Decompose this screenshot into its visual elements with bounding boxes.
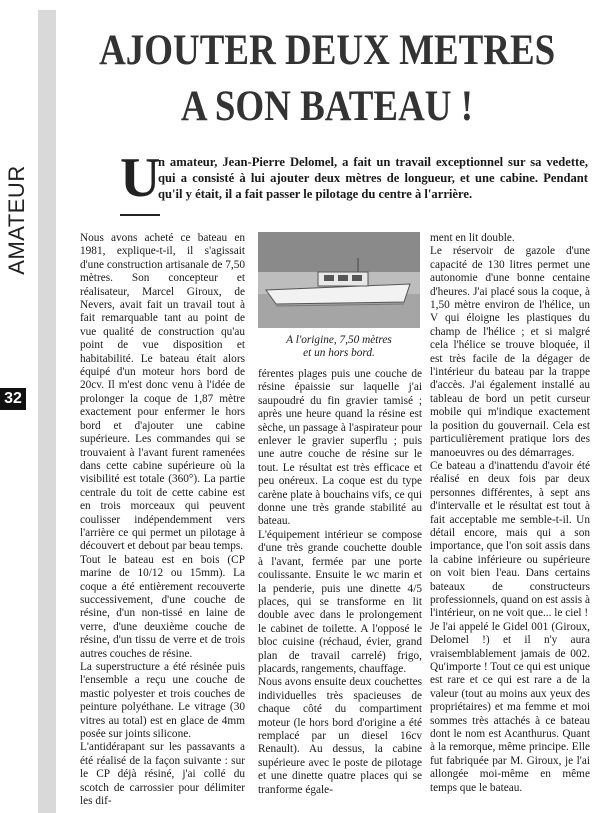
paragraph: Le réservoir de gazole d'une capacité de 130 litres permet une autonomie d'une bonne centaine d'heures. J'ai placé sous la coque, à 1,50 mètre environ de l'hélice, un V qui éloigne les plastiques du champ de l'hélice ; et si malgré cela l'hélice se trouve bloquée, il est très facile de la dégager de l'intérieur du bateau par la trappe d'accès. J'ai également installé au tableau de bord un petit curseur mobile qui m'indique exactement la position du gouvernail. Cela est particulièrement pratique lors des manoeuvres ou des démarrages. — [430, 245, 590, 459]
standfirst — [120, 147, 592, 222]
section-label-text: AMATEUR — [4, 165, 29, 275]
standfirst-text: n amateur, Jean-Pierre Delomel, a fait un travail exceptionnel sur sa vedette, qui a consisté à lui ajouter deux mètres de longueur, et une cabine. Pendant qu'il y était, il a fait passer le pilotage du centre à l'arrière. — [158, 155, 588, 201]
headline-line-2: A SON BATEAU ! — [180, 83, 474, 130]
paragraph: Ce bateau a d'inattendu d'avoir été réalisé en deux fois par deux personnes différentes, à sept ans d'intervalle et le résultat est tout à fait acceptable me semble-t-il. Un détail encore, mais qui a son importance, que l'on soit assis dans la cabine inférieure ou supérieure on voit bien l'eau. Dans certains bateaux de constructeurs professionnels, quand on est assis à l'intérieur, on ne voit que... le ciel ! — [430, 459, 591, 620]
paragraph: L'antidérapant sur les passavants a été réalisé de la façon suivante : sur le CP déjà résiné, j'ai collé du scotch de carrossier pour délimiter les dif- — [80, 741, 245, 808]
paragraph: Je l'ai appelé le Gidel 001 (Giroux, Delomel !) et il n'y aura vraisemblablement jamais de 002. Qu'importe ! Tout ce qui est unique est rare et ce qui est rare a de la valeur (tout au moins aux yeux des propriétaires) et ma femme et moi sommes très attachés à ce bateau dont le nom est Acanthurus. Quant à la remorque, même principe. Elle fut fabriquée par M. Giroux, je l'ai allongée moi-même en même temps que le bateau. — [430, 620, 590, 794]
paragraph: férentes plages puis une couche de résine épaissie sur laquelle j'ai saupoudré du fin gravier tamisé ; après une heure quand la résine est sèche, un passage à l'aspirateur pour enlever le gravier superflu ; puis une autre couche de résine sur le tout. Le résultat est très efficace et peu onéreux. La coque est du type carène plate à bouchains vifs, ce qui donne une très grande stabilité au bateau. — [258, 368, 422, 528]
boat-photo-illustration — [258, 232, 420, 328]
paragraph: La superstructure a été résinée puis l'ensemble a reçu une couche de mastic polyester et trois couches de peinture polyéthane. Le vitrage (30 vitres au total) est en glace de 4mm posée sur joints silicone. — [80, 661, 245, 741]
article-column-1 — [80, 232, 245, 808]
sidebar-bar — [38, 10, 56, 813]
paragraph: Nous avons ensuite deux couchettes individuelles très spacieuses de chaque côté du compartiment moteur (le hors bord d'origine a été remplacé par un diesel 16cv Renault). Au dessus, la cabine supérieure avec le poste de pilotage et une dinette quatre places qui se tranforme égale- — [258, 676, 422, 796]
boat-photo — [258, 232, 420, 328]
paragraph: Tout le bateau est en bois (CP marine de 10/12 ou 15mm). La coque a été entièrement recouverte successivement, d'une couche de résine, d'un non-tissé en laine de verre, d'une deuxième couche de résine, d'un tissu de verre et de trois autres couches de résine. — [80, 553, 245, 660]
page-number: 32 — [0, 388, 26, 410]
photo-caption — [258, 334, 420, 360]
drop-cap: U — [120, 147, 161, 209]
caption-line-2: et un hors bord. — [303, 347, 375, 359]
paragraph: Nous avons acheté ce bateau en 1981, explique-t-il, il s'agissait d'une construction artisanale de 7,50 mètres. Son concepteur et réalisateur, Marcel Giroux, de Nevers, avait fait un travail tout à fait remarquable tant au point de vue qualité de construction qu'au point de vue disposition et habitabilité. Le bateau était alors équipé d'un moteur hors bord de 20cv. Il m'est donc venu à l'idée de prolonger la coque de 1,87 mètre exactement pour enfermer le hors bord et d'ajouter une cabine supérieure. Les commandes qui se trouvaient à l'avant furent ramenées dans cette cabine supérieure où la visibilité est totale (360°). La partie centrale du toit de cette cabine est en trois morceaux qui peuvent coulisser indépendemment vers l'arrière ce qui permet un pilotage à découvert et debout par beau temps. — [80, 232, 245, 553]
standfirst-rule — [120, 214, 160, 216]
paragraph: L'équipement intérieur se compose d'une très grande couchette double à l'avant, fermée par une porte coulissante. Ensuite le wc marin et la penderie, puis une dinette 4/5 places, qui se transforme en lit double avec dans le prolongement le cabinet de toilette. A l'opposé le bloc cuisine (réchaud, évier, grand plan de travail carrelé) frigo, placards, rangements, chauffage. — [258, 528, 422, 675]
article-column-2 — [258, 368, 422, 797]
headline-line-1: AJOUTER DEUX METRES — [99, 27, 556, 74]
caption-line-1: A l'origine, 7,50 mètres — [286, 334, 392, 346]
section-label — [6, 150, 28, 290]
article-column-3 — [430, 232, 590, 795]
paragraph: ment en lit double. — [430, 232, 515, 244]
